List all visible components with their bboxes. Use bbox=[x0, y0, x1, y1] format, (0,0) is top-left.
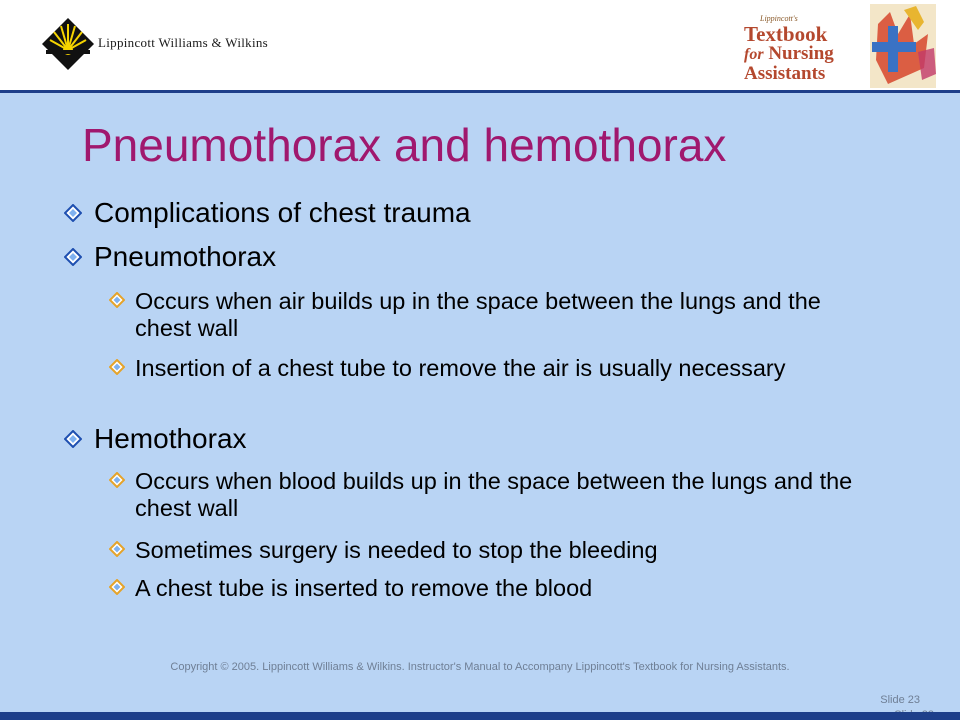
bullet-text: Hemothorax bbox=[94, 423, 247, 454]
publisher-logo-text: Lippincott Williams & Wilkins bbox=[98, 35, 269, 50]
book-logo-line-3: Assistants bbox=[744, 63, 826, 84]
book-logo-line-1: Textbook bbox=[744, 22, 828, 46]
sub-bullet-text: Occurs when blood builds up in the space between the lungs and the chest wall bbox=[135, 468, 853, 521]
diamond-bullet-icon bbox=[109, 292, 125, 308]
bullet-text: Pneumothorax bbox=[94, 241, 277, 272]
copyright-notice: Copyright © 2005. Lippincott Williams & Wilkins. Instructor's Manual to Accompany Lippincott's Textbook for Nursing Assistants. bbox=[170, 661, 790, 673]
diamond-bullet-icon bbox=[64, 248, 82, 266]
bullet-text: Complications of chest trauma bbox=[94, 197, 471, 228]
diamond-bullet-icon bbox=[64, 430, 82, 448]
sub-bullet-text: Insertion of a chest tube to remove the air is usually necessary bbox=[135, 355, 786, 381]
sub-bullet-item bbox=[135, 288, 865, 342]
diamond-bullet-icon bbox=[64, 204, 82, 222]
sub-bullet-item bbox=[135, 575, 865, 602]
sub-bullet-text: A chest tube is inserted to remove the blood bbox=[135, 575, 593, 601]
diamond-bullet-icon bbox=[109, 579, 125, 595]
sub-bullet-text: Occurs when air builds up in the space between the lungs and the chest wall bbox=[135, 288, 821, 341]
diamond-bullet-icon bbox=[109, 541, 125, 557]
diamond-bullet-icon bbox=[109, 359, 125, 375]
diamond-bullet-icon bbox=[109, 472, 125, 488]
book-logo-line-2-prefix: for bbox=[744, 46, 764, 63]
footer-bar bbox=[0, 712, 960, 720]
bullet-item bbox=[94, 422, 247, 456]
slide-title: Pneumothorax and hemothorax bbox=[82, 119, 727, 171]
sub-bullet-item bbox=[135, 537, 865, 564]
bullet-item bbox=[94, 240, 276, 274]
slide-number: Slide 23 bbox=[880, 694, 920, 706]
book-logo-line-2-word: Nursing bbox=[768, 43, 834, 64]
sub-bullet-text: Sometimes surgery is needed to stop the bleeding bbox=[135, 537, 658, 563]
sub-bullet-item bbox=[135, 468, 865, 522]
sub-bullet-item bbox=[135, 355, 865, 382]
book-logo-publisher: Lippincott's bbox=[760, 14, 798, 23]
bullet-item bbox=[94, 196, 471, 230]
